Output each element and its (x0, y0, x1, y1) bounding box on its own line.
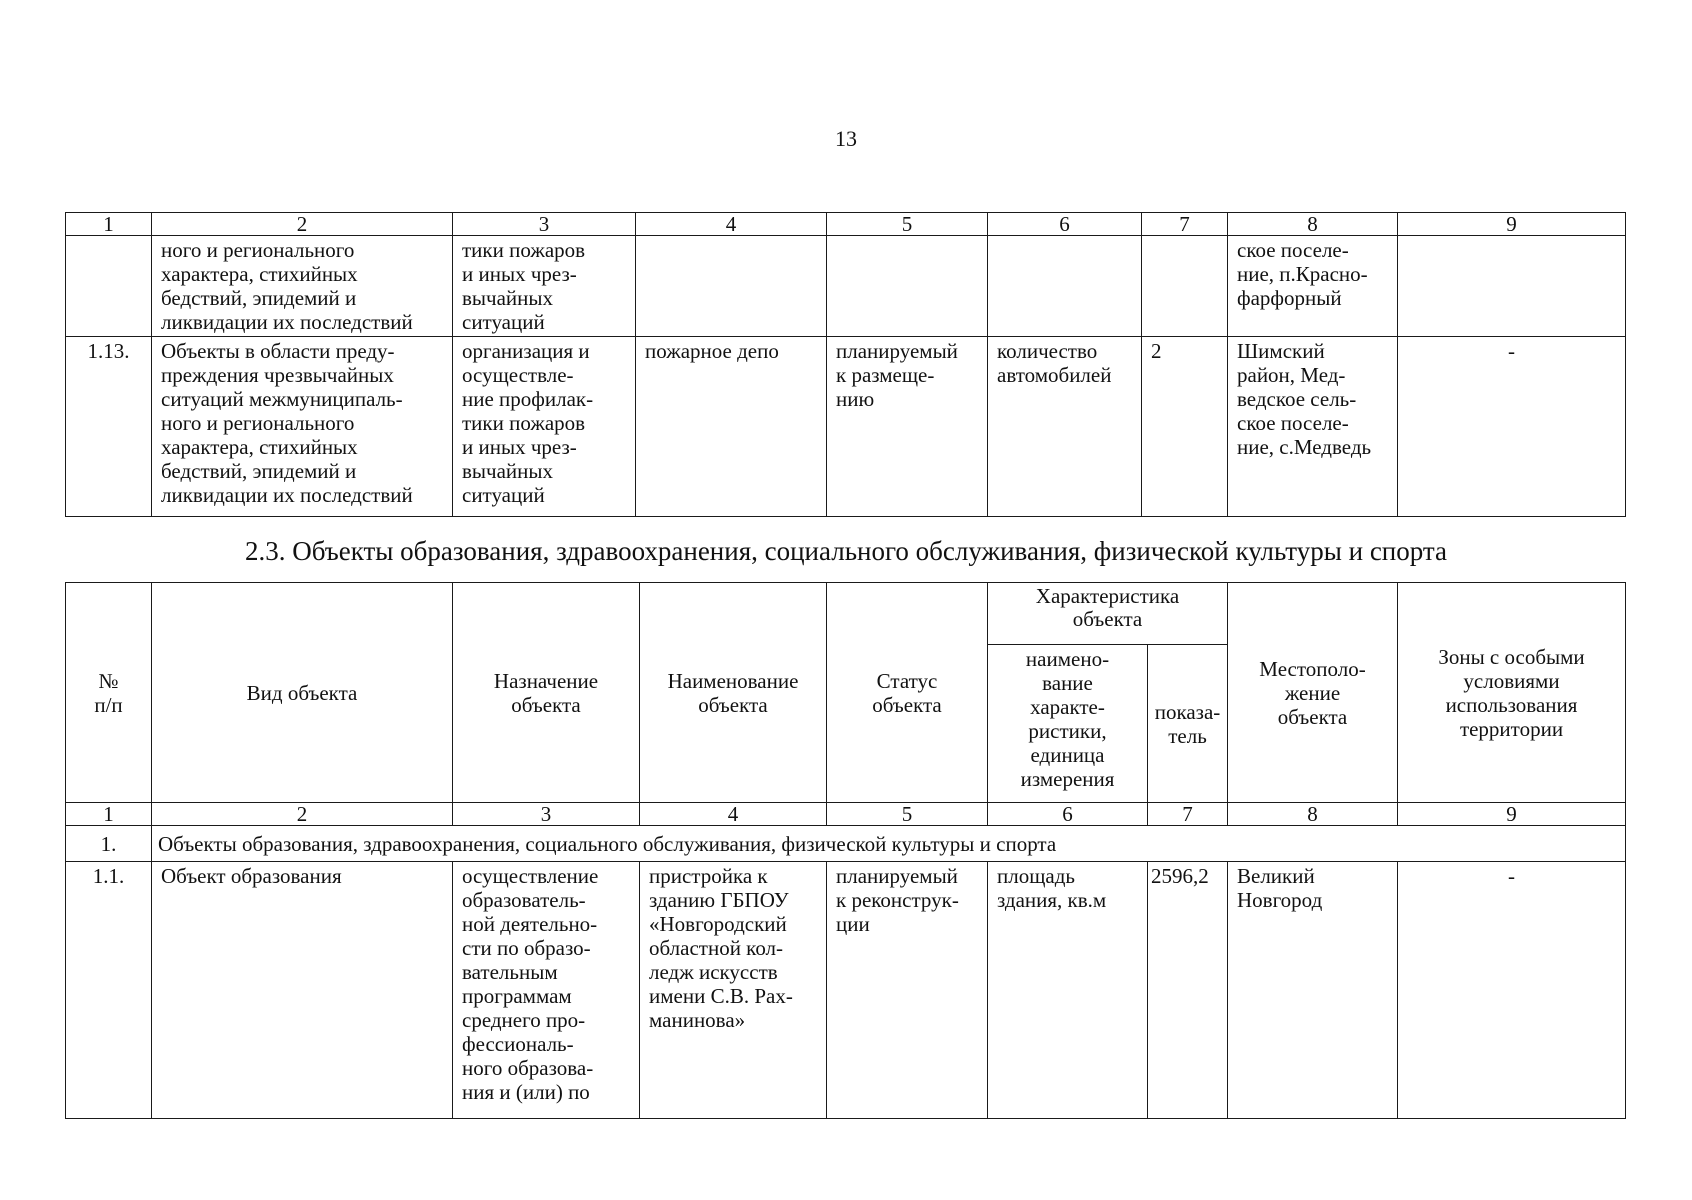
cell-status (827, 236, 988, 337)
col-num-3: 3 (453, 803, 640, 826)
cell-har-name: количество автомобилей (988, 337, 1142, 517)
table-continuation (65, 212, 1626, 517)
group-title: Объекты образования, здравоохранения, социального обслуживания, физической культуры и спорта (152, 826, 1626, 862)
col-num-1: 1 (66, 803, 152, 826)
cell-status: планируемый к размеще- нию (827, 337, 988, 517)
column-number-row (66, 213, 1626, 236)
cell-status: планируемый к реконструк- ции (827, 862, 988, 1119)
cell-mesto: Великий Новгород (1228, 862, 1398, 1119)
col-num-7: 7 (1148, 803, 1228, 826)
col-num-7: 7 (1142, 213, 1228, 236)
section-title: 2.3. Объекты образования, здравоохранения, социального обслуживания, физической культуры и спорта (244, 536, 1448, 566)
header-har-name: наимено- вание характе- ристики, единица измерения (988, 645, 1148, 803)
header-naznachenie: Назначение объекта (453, 583, 640, 803)
cell-har-value: 2 (1142, 337, 1228, 517)
cell-naznachenie: организация и осуществле- ние профилак- тики пожаров и иных чрез- вычайных ситуаций (453, 337, 636, 517)
header-mesto: Местополо- жение объекта (1228, 583, 1398, 803)
cell-mesto: ское поселе- ние, п.Красно- фарфорный (1228, 236, 1398, 337)
header-zony: Зоны с особыми условиями использования территории (1398, 583, 1626, 803)
cell-num (66, 236, 152, 337)
col-num-5: 5 (827, 213, 988, 236)
cell-naimenovanie (636, 236, 827, 337)
page-number: 13 (835, 126, 857, 151)
header-har-value: показа- тель (1148, 645, 1228, 803)
col-num-2: 2 (152, 213, 453, 236)
cell-vid: Объект образования (152, 862, 453, 1119)
cell-vid: Объекты в области преду- преждения чрезвычайных ситуаций межмуниципаль- ного и регионального характера, стихийных бедствий, эпидемий и ликвидации их последствий (152, 337, 453, 517)
cell-har-value (1142, 236, 1228, 337)
group-row (66, 826, 1626, 862)
cell-naimenovanie: пожарное депо (636, 337, 827, 517)
cell-naimenovanie: пристройка к зданию ГБПОУ «Новгородский областной кол- ледж искусств имени С.В. Рах- манинова» (640, 862, 827, 1119)
header-row (66, 583, 1626, 645)
col-num-5: 5 (827, 803, 988, 826)
cell-zony (1398, 236, 1626, 337)
column-number-row (66, 803, 1626, 826)
col-num-9: 9 (1398, 213, 1626, 236)
col-num-6: 6 (988, 803, 1148, 826)
cell-har-value: 2596,2 (1148, 862, 1228, 1119)
col-num-9: 9 (1398, 803, 1626, 826)
cell-zony: - (1398, 862, 1626, 1119)
col-num-1: 1 (66, 213, 152, 236)
cell-num: 1.13. (66, 337, 152, 517)
header-num: № п/п (66, 583, 152, 803)
col-num-4: 4 (636, 213, 827, 236)
cell-vid: ного и регионального характера, стихийных бедствий, эпидемий и ликвидации их последствий (152, 236, 453, 337)
group-num: 1. (66, 826, 152, 862)
col-num-3: 3 (453, 213, 636, 236)
col-num-6: 6 (988, 213, 1142, 236)
table-row (66, 236, 1626, 337)
table-education-objects (65, 582, 1626, 1119)
table-row (66, 862, 1626, 1119)
header-naimenovanie: Наименование объекта (640, 583, 827, 803)
col-num-4: 4 (640, 803, 827, 826)
cell-har-name (988, 236, 1142, 337)
header-status: Статус объекта (827, 583, 988, 803)
header-har-group: Характеристика объекта (988, 583, 1228, 645)
header-vid: Вид объекта (152, 583, 453, 803)
cell-mesto: Шимский район, Мед- ведское сель- ское поселе- ние, с.Медведь (1228, 337, 1398, 517)
col-num-2: 2 (152, 803, 453, 826)
col-num-8: 8 (1228, 213, 1398, 236)
cell-naznachenie: тики пожаров и иных чрез- вычайных ситуаций (453, 236, 636, 337)
cell-num: 1.1. (66, 862, 152, 1119)
col-num-8: 8 (1228, 803, 1398, 826)
table-row (66, 337, 1626, 517)
cell-har-name: площадь здания, кв.м (988, 862, 1148, 1119)
cell-zony: - (1398, 337, 1626, 517)
cell-naznachenie: осуществление образователь- ной деятельно- сти по образо- вательным программам среднего про- фессиональ- ного образова- ния и (или) по (453, 862, 640, 1119)
